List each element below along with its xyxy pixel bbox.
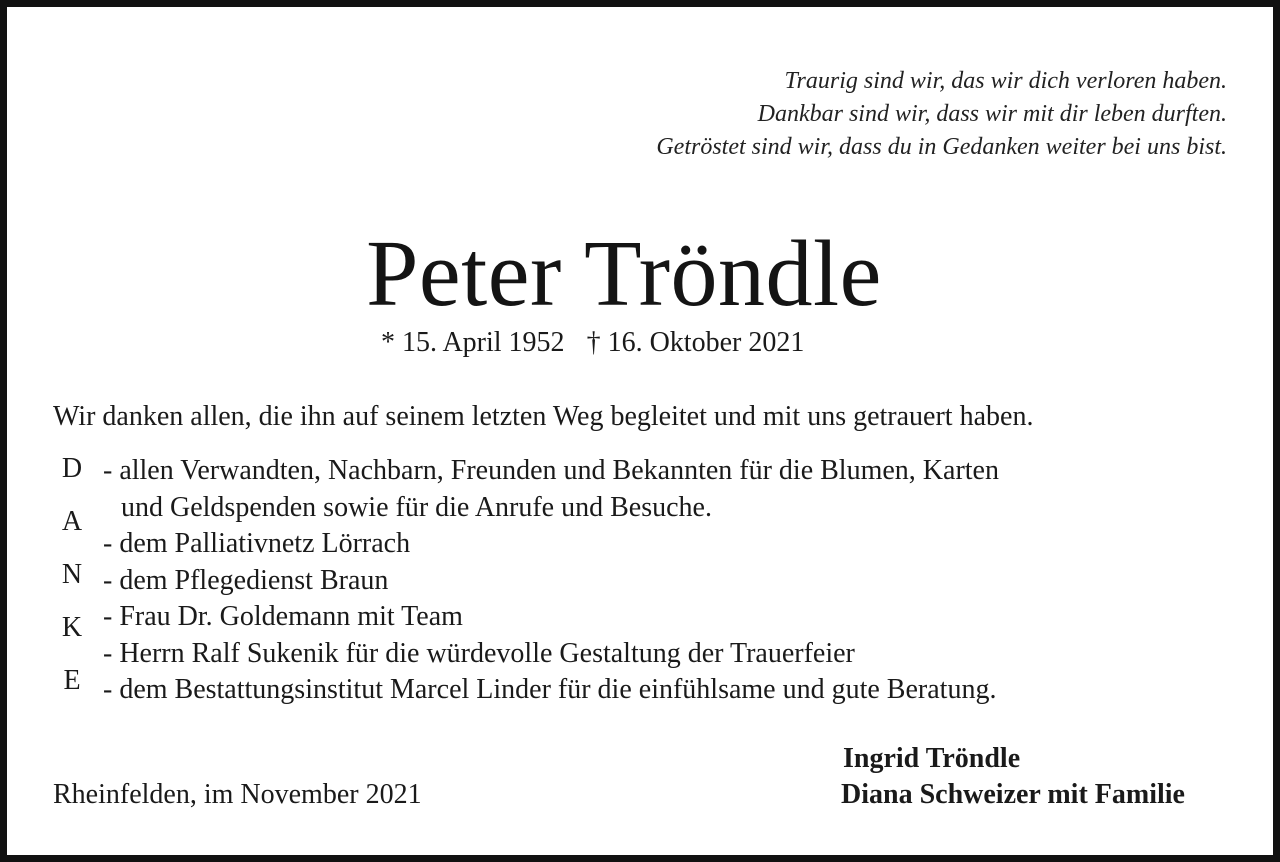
birth-date: * 15. April 1952 — [381, 327, 565, 358]
list-item: - dem Bestattungsinstitut Marcel Linder für die einfühlsame und gute Beratung. — [103, 674, 997, 705]
poem-line-1: Traurig sind wir, das wir dich verloren haben. — [784, 68, 1227, 94]
danke-letter: E — [63, 665, 81, 696]
death-date: † 16. Oktober 2021 — [586, 327, 805, 358]
thanks-intro: Wir danken allen, die ihn auf seinem letzten Weg begleitet und mit uns getrauert haben. — [53, 401, 1034, 432]
list-item: - Herrn Ralf Sukenik für die würdevolle Gestaltung der Trauerfeier — [103, 637, 855, 669]
list-item: - dem Palliativnetz Lörrach — [103, 528, 411, 559]
list-item-continuation: und Geldspenden sowie für die Anrufe und Besuche. — [121, 491, 712, 523]
list-item: - Frau Dr. Goldemann mit Team — [103, 601, 463, 632]
signature-ingrid: Ingrid Tröndle — [843, 743, 1021, 774]
danke-letter: N — [61, 559, 83, 590]
danke-letter: A — [61, 506, 83, 537]
deceased-name: Peter Tröndle — [366, 222, 882, 326]
signature-diana-family: Diana Schweizer mit Familie — [841, 779, 1185, 810]
thanks-list — [103, 453, 999, 709]
poem — [656, 65, 1227, 164]
poem-line-3: Getröstet sind wir, dass du in Gedanken weiter bei uns bist. — [656, 134, 1227, 160]
danke-letter: D — [61, 453, 83, 484]
list-item: - dem Pflegedienst Braun — [103, 564, 389, 596]
place-and-date: Rheinfelden, im November 2021 — [53, 779, 422, 810]
danke-vertical-word — [57, 451, 87, 716]
list-item: - allen Verwandten, Nachbarn, Freunden und Bekannten für die Blumen, Karten — [103, 455, 999, 486]
danke-letter: K — [61, 612, 83, 643]
life-dates — [381, 325, 804, 361]
poem-line-2: Dankbar sind wir, dass wir mit dir leben durften. — [757, 101, 1227, 127]
